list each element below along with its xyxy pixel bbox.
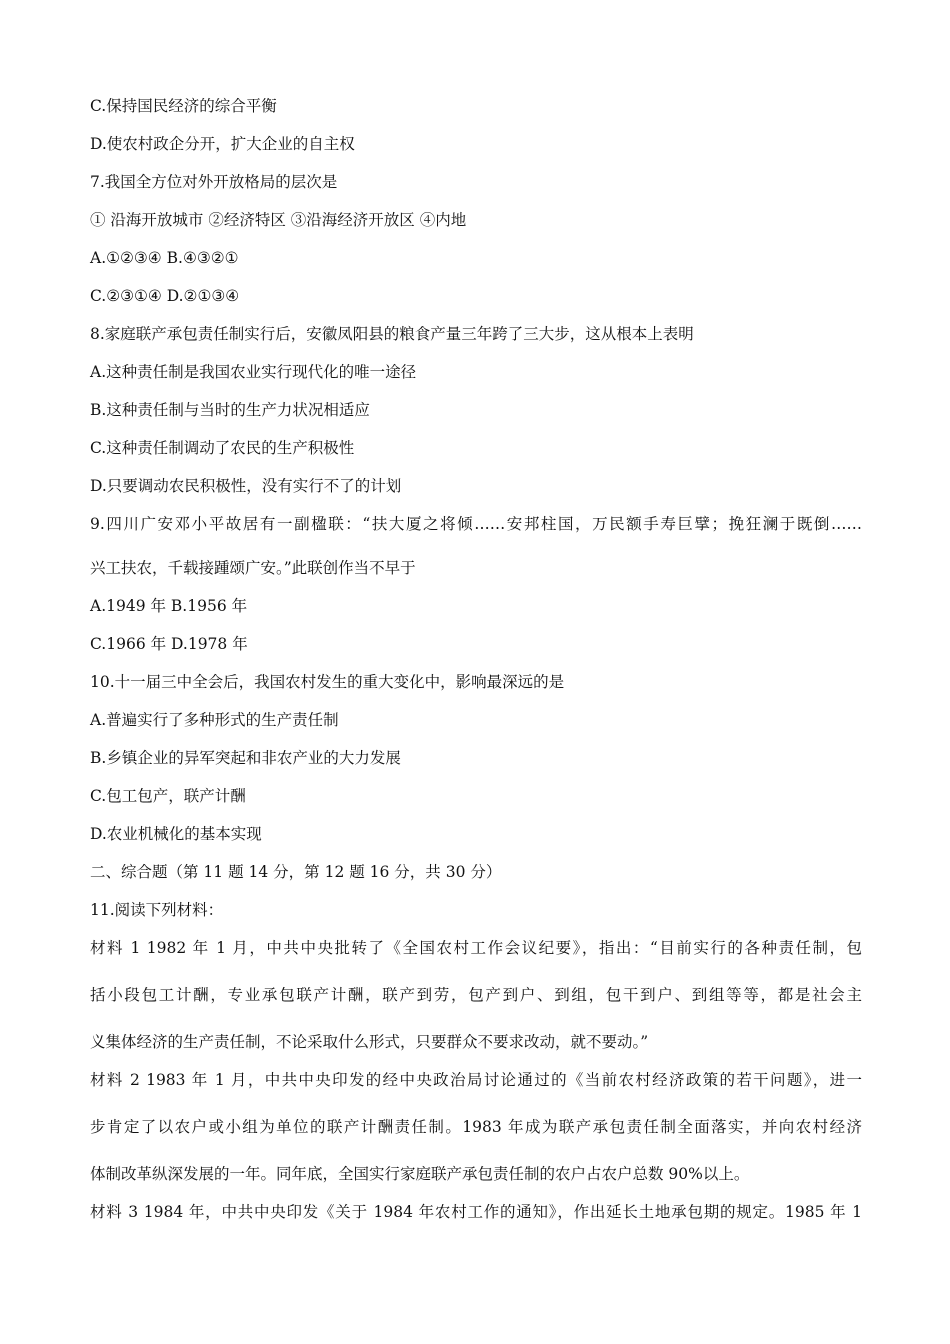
option-b-q10: B.乡镇企业的异军突起和非农产业的大力发展 xyxy=(90,749,401,767)
material-1-line-2: 括小段包工计酬，专业承包联产计酬，联产到劳，包产到户、到组，包干到户、到组等等，都是社会主 xyxy=(90,986,862,1004)
material-2-line-3: 体制改革纵深发展的一年。同年底，全国实行家庭联产承包责任制的农户占农户总数 90%以上。 xyxy=(90,1165,750,1183)
question-11: 11.阅读下列材料： xyxy=(90,901,224,919)
question-7-items: ① 沿海开放城市 ②经济特区 ③沿海经济开放区 ④内地 xyxy=(90,211,467,229)
options-ab-q9: A.1949 年 B.1956 年 xyxy=(90,597,248,615)
option-a-q10: A.普遍实行了多种形式的生产责任制 xyxy=(90,711,339,729)
question-10: 10.十一届三中全会后，我国农村发生的重大变化中，影响最深远的是 xyxy=(90,673,565,691)
question-9-line-1: 9.四川广安邓小平故居有一副楹联：“扶大厦之将倾……安邦柱国，万民额手寿巨擘；挽狂澜于既倒…… xyxy=(90,515,862,533)
material-2-line-1: 材料 2 1983 年 1 月，中共中央印发的经中央政治局讨论通过的《当前农村经济政策的若干问题》，进一 xyxy=(90,1071,862,1089)
option-c-q6: C.保持国民经济的综合平衡 xyxy=(90,97,277,115)
question-7: 7.我国全方位对外开放格局的层次是 xyxy=(90,173,338,191)
question-9-line-2: 兴工扶农，千载接踵颂广安。”此联创作当不早于 xyxy=(90,559,416,577)
material-2-line-2: 步肯定了以农户或小组为单位的联产计酬责任制。1983 年成为联产承包责任制全面落实，并向农村经济 xyxy=(90,1118,862,1136)
option-a-q8: A.这种责任制是我国农业实行现代化的唯一途径 xyxy=(90,363,417,381)
material-3-line-1: 材料 3 1984 年，中共中央印发《关于 1984 年农村工作的通知》，作出延长土地承包期的规定。1985 年 1 xyxy=(90,1203,862,1221)
options-cd-q9: C.1966 年 D.1978 年 xyxy=(90,635,248,653)
material-1-line-3: 义集体经济的生产责任制，不论采取什么形式，只要群众不要求改动，就不要动。” xyxy=(90,1033,649,1051)
option-d-q8: D.只要调动农民积极性，没有实行不了的计划 xyxy=(90,477,402,495)
option-d-q6: D.使农村政企分开，扩大企业的自主权 xyxy=(90,135,355,153)
document-body xyxy=(90,96,862,1222)
question-8: 8.家庭联产承包责任制实行后，安徽凤阳县的粮食产量三年跨了三大步，这从根本上表明 xyxy=(90,325,694,343)
section-heading: 二、综合题（第 11 题 14 分，第 12 题 16 分，共 30 分） xyxy=(90,863,502,881)
option-c-q10: C.包工包产，联产计酬 xyxy=(90,787,246,805)
option-b-q8: B.这种责任制与当时的生产力状况相适应 xyxy=(90,401,370,419)
options-ab-q7: A.①②③④ B.④③②① xyxy=(90,249,239,267)
option-c-q8: C.这种责任制调动了农民的生产积极性 xyxy=(90,439,355,457)
option-d-q10: D.农业机械化的基本实现 xyxy=(90,825,262,843)
options-cd-q7: C.②③①④ D.②①③④ xyxy=(90,287,240,305)
material-1-line-1: 材料 1 1982 年 1 月，中共中央批转了《全国农村工作会议纪要》，指出：“目前实行的各种责任制，包 xyxy=(90,939,862,957)
